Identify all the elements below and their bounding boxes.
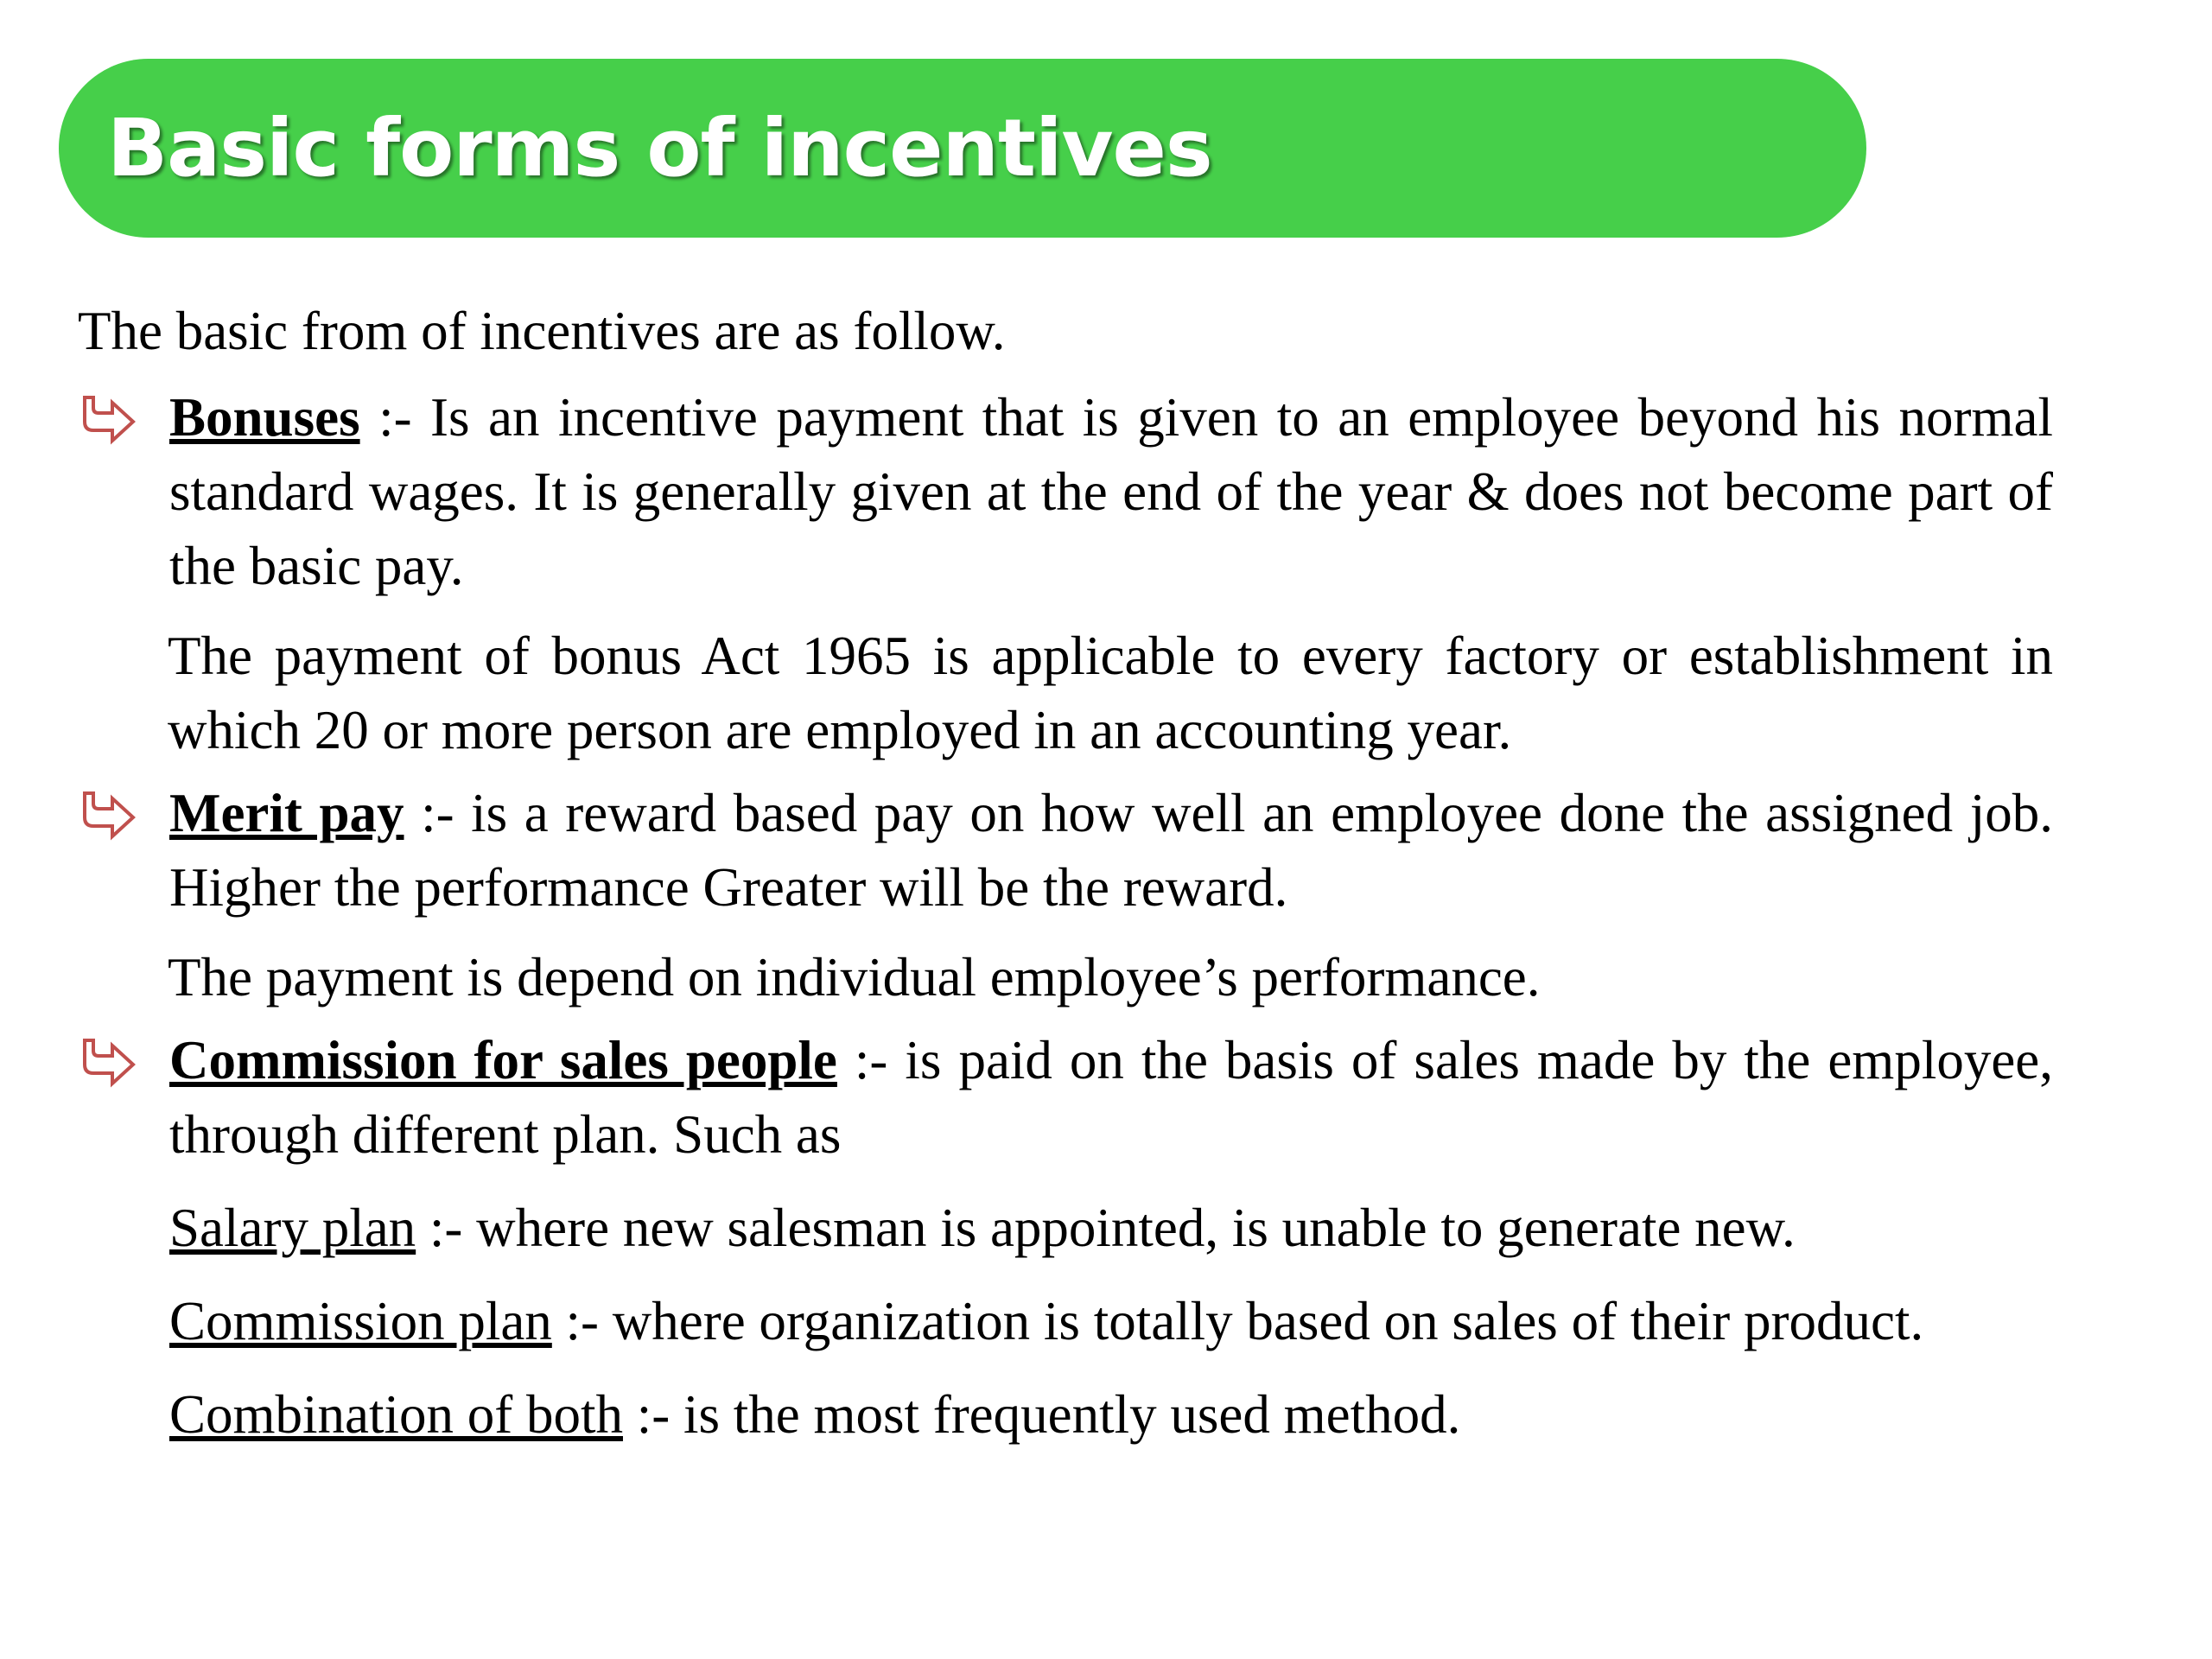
commission-plan-text: :- where organization is totally based on sales of their product. <box>551 1291 1924 1351</box>
commission-text: :- is paid on the basis of sales made by the employee, through different plan. Such as <box>169 1030 2053 1165</box>
bullet-merit-pay <box>78 776 2053 925</box>
bonuses-text: :- Is an incentive payment that is given to an employee beyond his normal standard wages. It is generally given at the end of the year & does not become part of the basic pay. <box>169 387 2053 596</box>
hollow-arrow-icon <box>78 788 138 849</box>
title-banner <box>59 59 1866 238</box>
combination-plan <box>78 1377 2053 1452</box>
slide-content <box>78 294 2053 1452</box>
merit-term: Merit pay <box>169 783 404 843</box>
bonuses-term: Bonuses <box>169 387 360 448</box>
commission-plan-term: Commission plan <box>169 1291 552 1351</box>
salary-plan-text: :- where new salesman is appointed, is unable to generate new. <box>416 1198 1796 1258</box>
hollow-arrow-icon <box>78 1035 138 1096</box>
combination-plan-term: Combination of both <box>169 1384 623 1445</box>
slide-title: Basic forms of incentives <box>107 101 1212 194</box>
merit-note: The payment is depend on individual employee’s performance. <box>168 947 1541 1007</box>
hollow-arrow-icon <box>78 392 138 453</box>
combination-plan-text: :- is the most frequently used method. <box>622 1384 1461 1445</box>
merit-text: :- is a reward based pay on how well an employee done the assigned job. Higher the performance Greater will be the reward. <box>169 783 2053 918</box>
intro-text: The basic from of incentives are as follow. <box>78 301 1006 361</box>
bonus-act-note: The payment of bonus Act 1965 is applicable to every factory or establishment in which 20 or more person are employed in an accounting year. <box>168 626 2053 760</box>
salary-plan-term: Salary plan <box>169 1198 416 1258</box>
bullet-bonuses <box>78 380 2053 603</box>
commission-plan <box>78 1284 2053 1358</box>
bullet-commission <box>78 1023 2053 1172</box>
salary-plan <box>78 1191 2053 1265</box>
commission-term: Commission for sales people <box>169 1030 837 1090</box>
